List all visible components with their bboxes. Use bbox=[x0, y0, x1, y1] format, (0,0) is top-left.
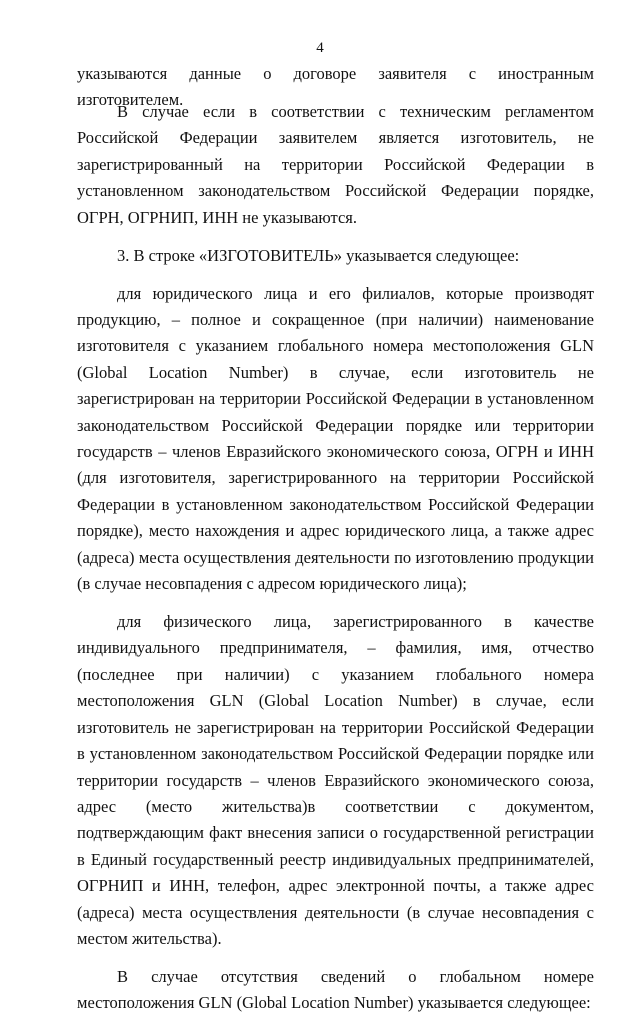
paragraph-foreign-manufacturer-exemption: В случае если в соответствии с техническим регламентом Российской Федерации заявителем является изготовитель, не зарегистрированный на территории Российской Федерации в установленном законодательством Российской Федерации порядке, ОГРН, ОГРНИП, ИНН не указываются. bbox=[77, 101, 594, 227]
page-number: 4 bbox=[316, 40, 324, 56]
paragraph-manufacturer-field-heading: 3. В строке «ИЗГОТОВИТЕЛЬ» указывается следующее: bbox=[117, 245, 520, 265]
paragraph-contract-continuation: указываются данные о договоре заявителя с иностранным изготовителем. bbox=[77, 64, 594, 110]
paragraph-legal-entity-requirements: для юридического лица и его филиалов, которые производят продукцию, – полное и сокращенное (при наличии) наименование изготовителя с указанием глобального номера местоположения GLN (Global Location Number) в случае, если изготовитель не зарегистрирован на территории Российской Федерации в установленном законодательством Российской Федерации порядке или территории государств – членов Евразийского экономического союза, ОГРН и ИНН (для изготовителя, зарегистрированного на территории Российской Федерации в установленном законодательством Российской Федерации порядке), место нахождения и адрес юридического лица, а также адрес (адреса) места осуществления деятельности по изготовлению продукции (в случае несовпадения с адресом юридического лица); bbox=[77, 283, 594, 594]
paragraph-individual-entrepreneur-requirements: для физического лица, зарегистрированного в качестве индивидуального предпринимателя, – фамилия, имя, отчество (последнее при наличии) с указанием глобального номера местоположения GLN (Global Location Number) в случае, если изготовитель не зарегистрирован на территории Российской Федерации в установленном законодательством Российской Федерации порядке или территории государств – членов Евразийского экономического союза, адрес (место жительства)в соответствии с документом, подтверждающим факт внесения записи о государственной регистрации в Единый государственный реестр индивидуальных предпринимателей, ОГРНИП и ИНН, телефон, адрес электронной почты, а также адрес (адреса) места осуществления деятельности (в случае несовпадения с местом жительства). bbox=[77, 612, 594, 948]
paragraph-missing-gln: В случае отсутствия сведений о глобальном номере местоположения GLN (Global Location Number) указывается следующее: bbox=[77, 966, 594, 1013]
document-body bbox=[77, 61, 594, 1017]
